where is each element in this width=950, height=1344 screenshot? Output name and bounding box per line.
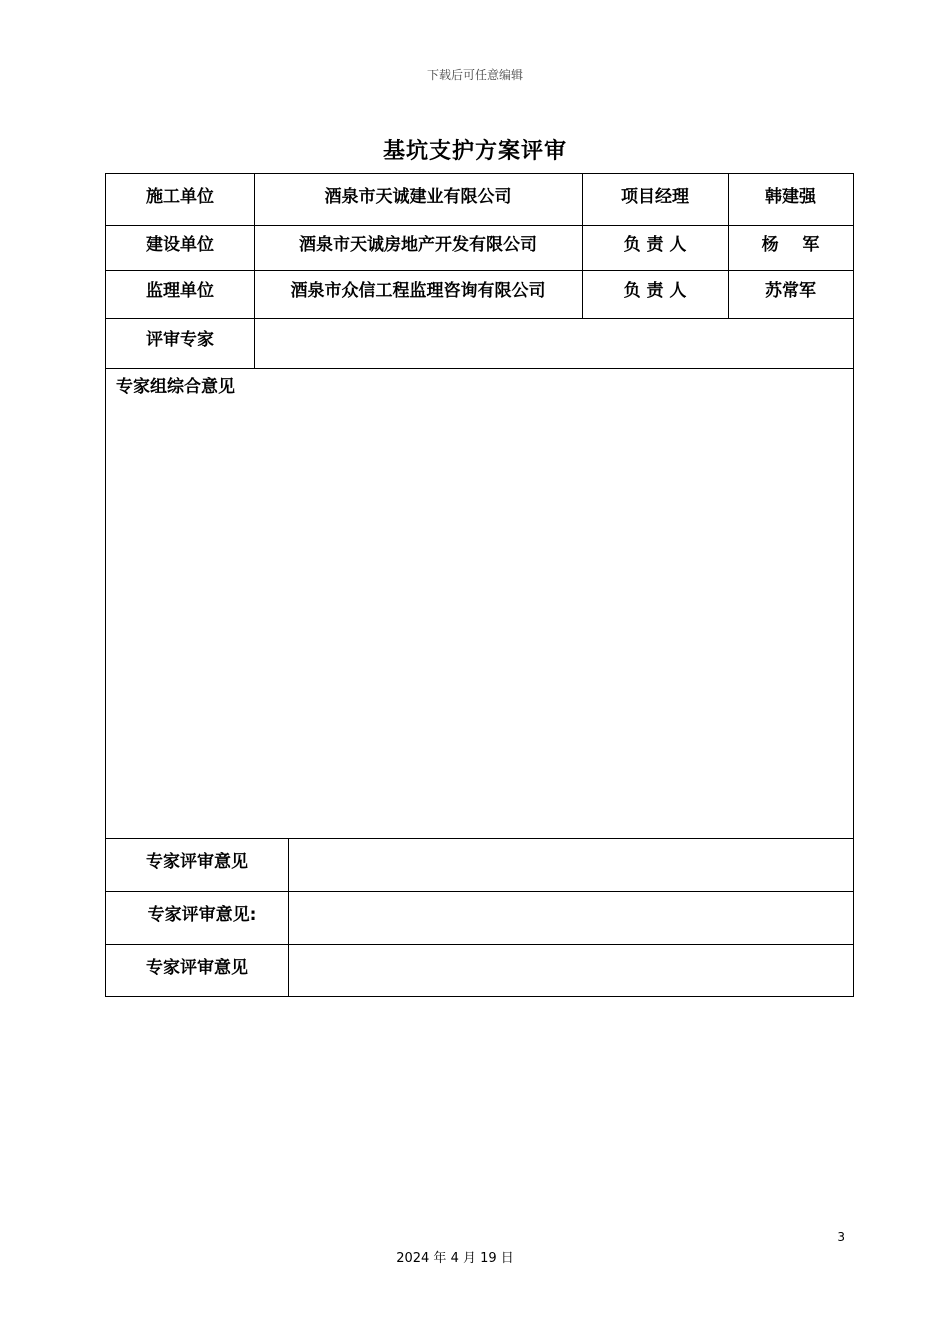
expert-opinion-label: 专家评审意见	[146, 852, 248, 872]
row-divider	[106, 368, 853, 369]
row-label: 建设单位	[146, 235, 214, 255]
person-name: 韩建强	[765, 187, 816, 207]
unit-name: 酒泉市天诚房地产开发有限公司	[299, 235, 537, 255]
header-note: 下载后可任意编辑	[426, 68, 523, 82]
row-divider	[106, 838, 853, 839]
review-table	[105, 173, 854, 997]
row-label: 监理单位	[146, 281, 214, 301]
role-label: 负 责 人	[623, 281, 687, 301]
row-label: 施工单位	[146, 187, 214, 207]
unit-name: 酒泉市众信工程监理咨询有限公司	[290, 281, 546, 301]
row-divider	[106, 225, 853, 226]
page-number: 3	[837, 1230, 845, 1244]
row-divider	[106, 270, 853, 271]
experts-label: 评审专家	[146, 330, 214, 350]
role-label: 项目经理	[621, 187, 689, 207]
role-label: 负 责 人	[623, 235, 687, 255]
unit-name: 酒泉市天诚建业有限公司	[324, 187, 512, 207]
page-title: 基坑支护方案评审	[382, 139, 567, 164]
group-opinion-label: 专家组综合意见	[116, 377, 235, 397]
expert-opinion-label: 专家评审意见:	[147, 905, 257, 925]
person-name: 苏常军	[765, 281, 816, 301]
footer-date: 2024 年 4 月 19 日	[396, 1251, 514, 1266]
row-divider	[106, 891, 853, 892]
expert-opinion-label: 专家评审意见	[146, 958, 248, 978]
row-divider	[106, 944, 853, 945]
row-divider	[106, 318, 853, 319]
person-name: 杨 军	[761, 235, 820, 255]
